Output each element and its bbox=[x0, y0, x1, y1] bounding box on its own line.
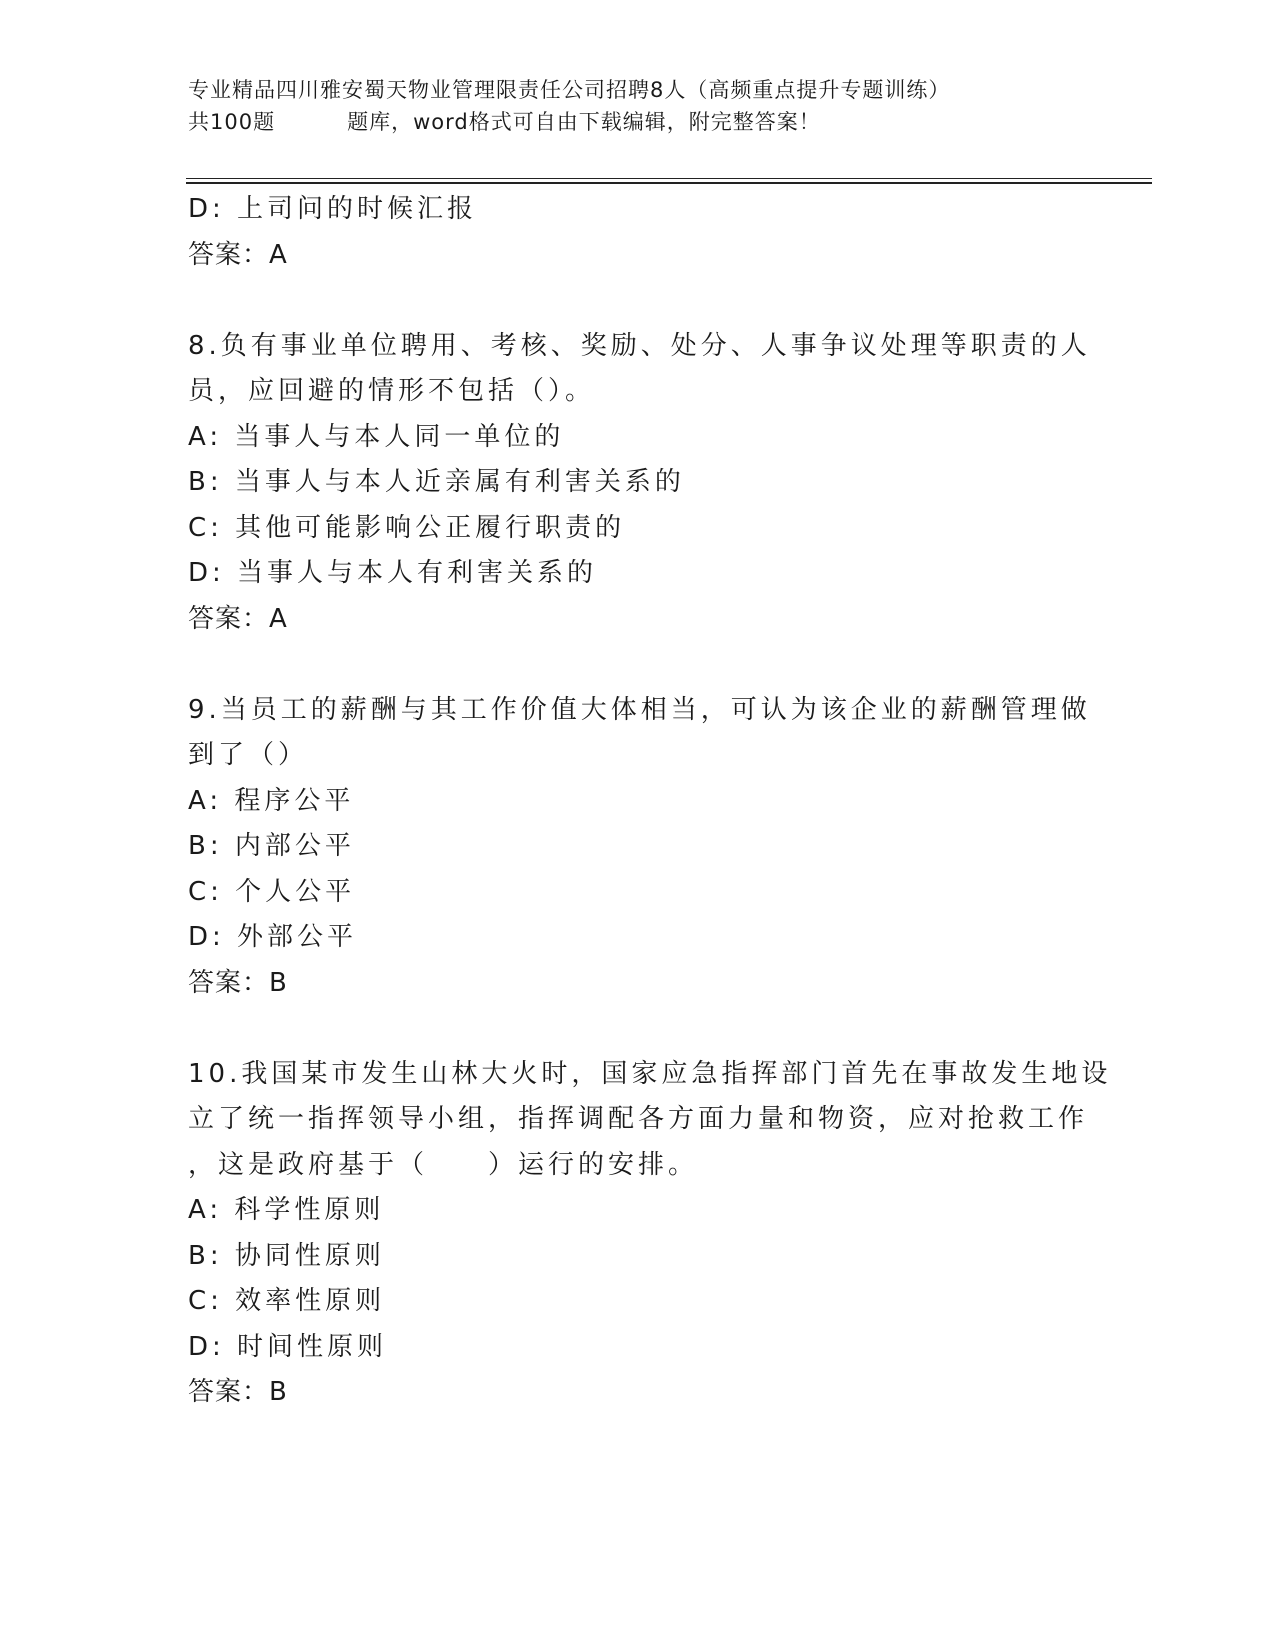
header-title: 专业精品四川雅安蜀天物业管理限责任公司招聘8人（高频重点提升专题训练） bbox=[188, 78, 951, 102]
header-divider-thin bbox=[186, 178, 1152, 179]
header-divider-thick bbox=[186, 182, 1152, 184]
question-10 bbox=[188, 1052, 1112, 1416]
option-d: D: 上司问的时候汇报 bbox=[188, 194, 478, 224]
question-stem: 9.当员工的薪酬与其工作价值大体相当，可认为该企业的薪酬管理做 bbox=[188, 694, 1091, 725]
document-header bbox=[188, 74, 1068, 138]
option-a: A: 科学性原则 bbox=[188, 1195, 385, 1225]
option-a: A: 程序公平 bbox=[188, 785, 355, 816]
option-d: D: 时间性原则 bbox=[188, 1331, 388, 1362]
answer-label: 答案：A bbox=[188, 603, 288, 634]
question-stem: 10.我国某市发生山林大火时，国家应急指挥部门首先在事故发生地设 bbox=[188, 1058, 1112, 1089]
option-c: C: 效率性原则 bbox=[188, 1286, 386, 1316]
answer-label: 答案：A bbox=[188, 239, 288, 270]
option-b: B: 当事人与本人近亲属有利害关系的 bbox=[188, 467, 685, 497]
question-stem: 8.负有事业单位聘用、考核、奖励、处分、人事争议处理等职责的人 bbox=[188, 330, 1091, 361]
question-stem: 立了统一指挥领导小组，指挥调配各方面力量和物资，应对抢救工作 bbox=[188, 1104, 1089, 1134]
question-8 bbox=[188, 324, 1091, 643]
option-a: A: 当事人与本人同一单位的 bbox=[188, 421, 565, 452]
header-subtitle bbox=[188, 106, 1068, 138]
answer-label: 答案：B bbox=[188, 967, 288, 998]
option-b: B: 协同性原则 bbox=[188, 1240, 385, 1271]
option-d: D: 外部公平 bbox=[188, 922, 358, 952]
header-question-count: 共100题 bbox=[188, 110, 276, 134]
option-c: C: 其他可能影响公正履行职责的 bbox=[188, 512, 626, 543]
question-stem: 员，应回避的情形不包括（）。 bbox=[188, 376, 596, 406]
answer-label: 答案：B bbox=[188, 1377, 288, 1407]
question-stem: ，这是政府基于（ ）运行的安排。 bbox=[188, 1149, 699, 1180]
question-content bbox=[188, 187, 1112, 1416]
option-c: C: 个人公平 bbox=[188, 876, 356, 907]
option-d: D: 当事人与本人有利害关系的 bbox=[188, 558, 598, 588]
option-b: B: 内部公平 bbox=[188, 831, 355, 861]
question-7-tail bbox=[188, 187, 1088, 278]
header-download-note: 题库，word格式可自由下载编辑，附完整答案！ bbox=[347, 110, 821, 134]
question-stem: 到了（） bbox=[188, 740, 309, 770]
question-9 bbox=[188, 688, 1091, 1007]
